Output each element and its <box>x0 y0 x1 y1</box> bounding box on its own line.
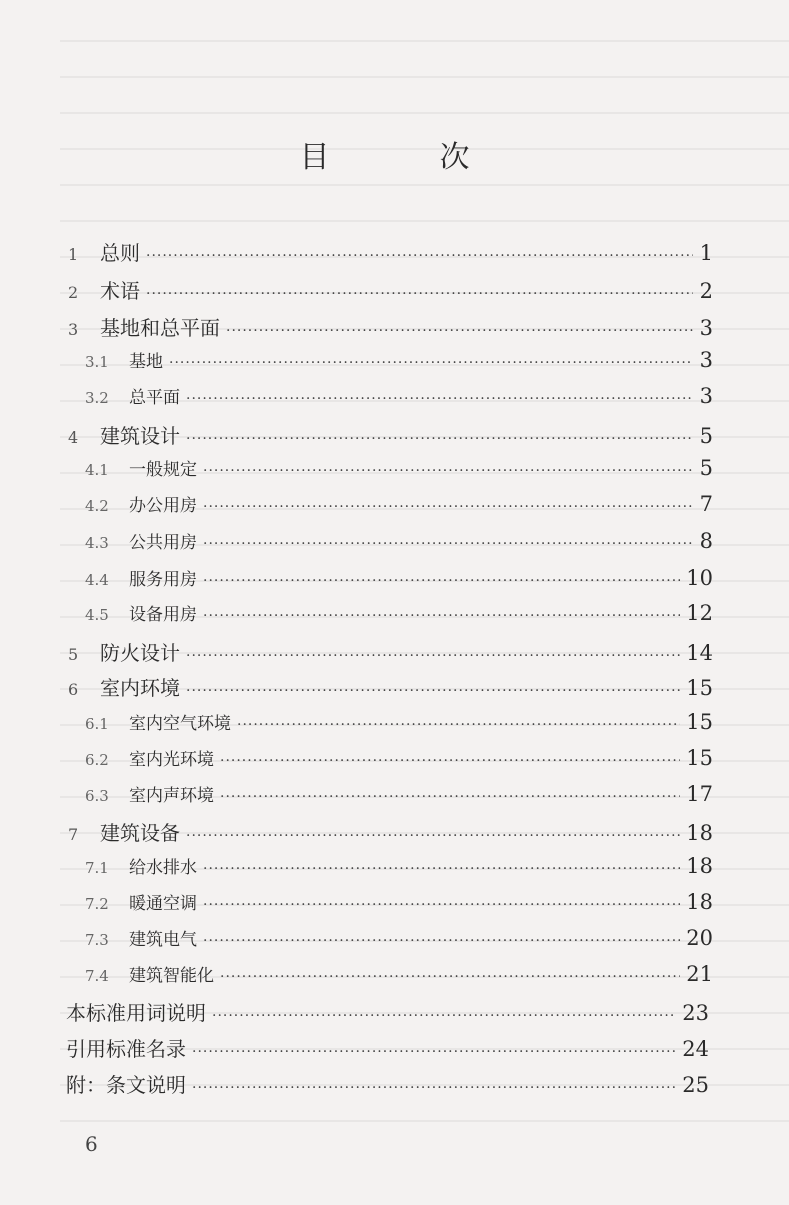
leader-dots <box>186 648 680 664</box>
entry-page: 14 <box>686 641 713 665</box>
entry-number: 6 <box>68 680 79 699</box>
leader-dots <box>203 897 680 913</box>
entry-label: 公共用房 <box>129 533 197 553</box>
leader-dots <box>192 1044 676 1060</box>
entry-label: 室内光环境 <box>129 750 214 770</box>
leader-dots <box>203 933 680 949</box>
entry-page: 5 <box>699 456 713 480</box>
leader-dots <box>220 969 680 985</box>
entry-page: 7 <box>699 492 713 516</box>
entry-number: 1 <box>68 245 79 264</box>
entry-page: 2 <box>699 279 713 303</box>
entry-label: 附：条文说明 <box>66 1073 186 1097</box>
entry-number: 7 <box>68 825 79 844</box>
toc-entry <box>68 420 713 449</box>
toc-appendix-entry <box>66 997 709 1026</box>
toc-title: 目 次 <box>299 140 510 175</box>
toc-entry <box>68 237 713 266</box>
entry-page: 17 <box>686 782 713 806</box>
entry-label: 室内声环境 <box>129 786 214 806</box>
entry-page: 15 <box>686 746 713 770</box>
entry-number: 4.1 <box>85 461 109 479</box>
toc-subentry <box>85 600 713 625</box>
entry-label: 设备用房 <box>129 605 197 625</box>
leader-dots <box>186 683 680 699</box>
toc-subentry <box>85 781 713 806</box>
entry-label: 建筑智能化 <box>129 966 214 986</box>
toc-subentry <box>85 709 713 734</box>
entry-label: 引用标准名录 <box>66 1037 186 1061</box>
entry-page: 3 <box>699 316 713 340</box>
entry-label: 办公用房 <box>129 496 197 516</box>
entry-page: 15 <box>686 676 713 700</box>
toc-entry <box>68 817 713 846</box>
entry-number: 4.3 <box>85 534 109 552</box>
entry-page: 23 <box>682 1001 709 1025</box>
toc-subentry <box>85 925 713 950</box>
entry-label: 术语 <box>100 279 140 303</box>
entry-label: 建筑设备 <box>100 821 180 845</box>
entry-page: 12 <box>686 601 713 625</box>
entry-label: 基地 <box>129 352 163 372</box>
entry-page: 18 <box>686 890 713 914</box>
entry-number: 3.1 <box>85 353 109 371</box>
toc-subentry <box>85 455 713 480</box>
leader-dots <box>226 323 693 339</box>
toc-entry <box>68 637 713 666</box>
entry-number: 4.4 <box>85 571 109 589</box>
toc-appendix-entry <box>66 1069 709 1098</box>
leader-dots <box>169 355 693 371</box>
entry-page: 25 <box>682 1073 709 1097</box>
entry-number: 4 <box>68 428 79 447</box>
entry-number: 4.2 <box>85 497 109 515</box>
entry-label: 建筑设计 <box>100 424 180 448</box>
toc-subentry <box>85 745 713 770</box>
entry-page: 5 <box>699 424 713 448</box>
entry-label: 防火设计 <box>100 641 180 665</box>
toc-subentry <box>85 889 713 914</box>
toc-subentry <box>85 528 713 553</box>
entry-number: 3.2 <box>85 389 109 407</box>
entry-page: 20 <box>686 926 713 950</box>
entry-number: 2 <box>68 283 79 302</box>
entry-number: 7.3 <box>85 931 109 949</box>
toc-subentry <box>85 853 713 878</box>
leader-dots <box>203 861 680 877</box>
leader-dots <box>203 499 693 515</box>
toc-entry <box>68 672 713 701</box>
entry-page: 3 <box>699 348 713 372</box>
entry-page: 8 <box>699 529 713 553</box>
toc-entry <box>68 275 713 304</box>
entry-page: 10 <box>686 566 713 590</box>
leader-dots <box>237 717 680 733</box>
leader-dots <box>146 286 693 302</box>
entry-label: 室内环境 <box>100 676 180 700</box>
leader-dots <box>220 789 680 805</box>
entry-number: 7.2 <box>85 895 109 913</box>
entry-label: 服务用房 <box>129 570 197 590</box>
leader-dots <box>203 608 680 624</box>
entry-number: 7.1 <box>85 859 109 877</box>
entry-number: 7.4 <box>85 967 109 985</box>
entry-number: 3 <box>68 320 79 339</box>
leader-dots <box>186 828 680 844</box>
entry-label: 室内空气环境 <box>129 714 231 734</box>
toc-subentry <box>85 565 713 590</box>
entry-page: 21 <box>686 962 713 986</box>
leader-dots <box>186 391 693 407</box>
entry-label: 给水排水 <box>129 858 197 878</box>
leader-dots <box>212 1008 676 1024</box>
toc-subentry <box>85 383 713 408</box>
entry-page: 1 <box>699 241 713 265</box>
entry-label: 基地和总平面 <box>100 316 220 340</box>
entry-label: 一般规定 <box>129 460 197 480</box>
toc-subentry <box>85 961 713 986</box>
toc-appendix-entry <box>66 1033 709 1062</box>
leader-dots <box>192 1080 676 1096</box>
entry-number: 6.1 <box>85 715 109 733</box>
toc-entry <box>68 312 713 341</box>
leader-dots <box>203 573 680 589</box>
entry-number: 6.2 <box>85 751 109 769</box>
entry-page: 24 <box>682 1037 709 1061</box>
leader-dots <box>220 753 680 769</box>
toc-subentry <box>85 347 713 372</box>
entry-number: 6.3 <box>85 787 109 805</box>
leader-dots <box>186 431 693 447</box>
entry-page: 15 <box>686 710 713 734</box>
entry-number: 4.5 <box>85 606 109 624</box>
entry-label: 本标准用词说明 <box>66 1001 206 1025</box>
entry-number: 5 <box>68 645 79 664</box>
leader-dots <box>203 536 693 552</box>
entry-page: 18 <box>686 854 713 878</box>
leader-dots <box>146 248 693 264</box>
entry-label: 总则 <box>100 241 140 265</box>
leader-dots <box>203 463 693 479</box>
toc-subentry <box>85 491 713 516</box>
entry-label: 暖通空调 <box>129 894 197 914</box>
page-number: 6 <box>85 1132 98 1156</box>
entry-label: 建筑电气 <box>129 930 197 950</box>
entry-page: 3 <box>699 384 713 408</box>
entry-label: 总平面 <box>129 388 180 408</box>
entry-page: 18 <box>686 821 713 845</box>
